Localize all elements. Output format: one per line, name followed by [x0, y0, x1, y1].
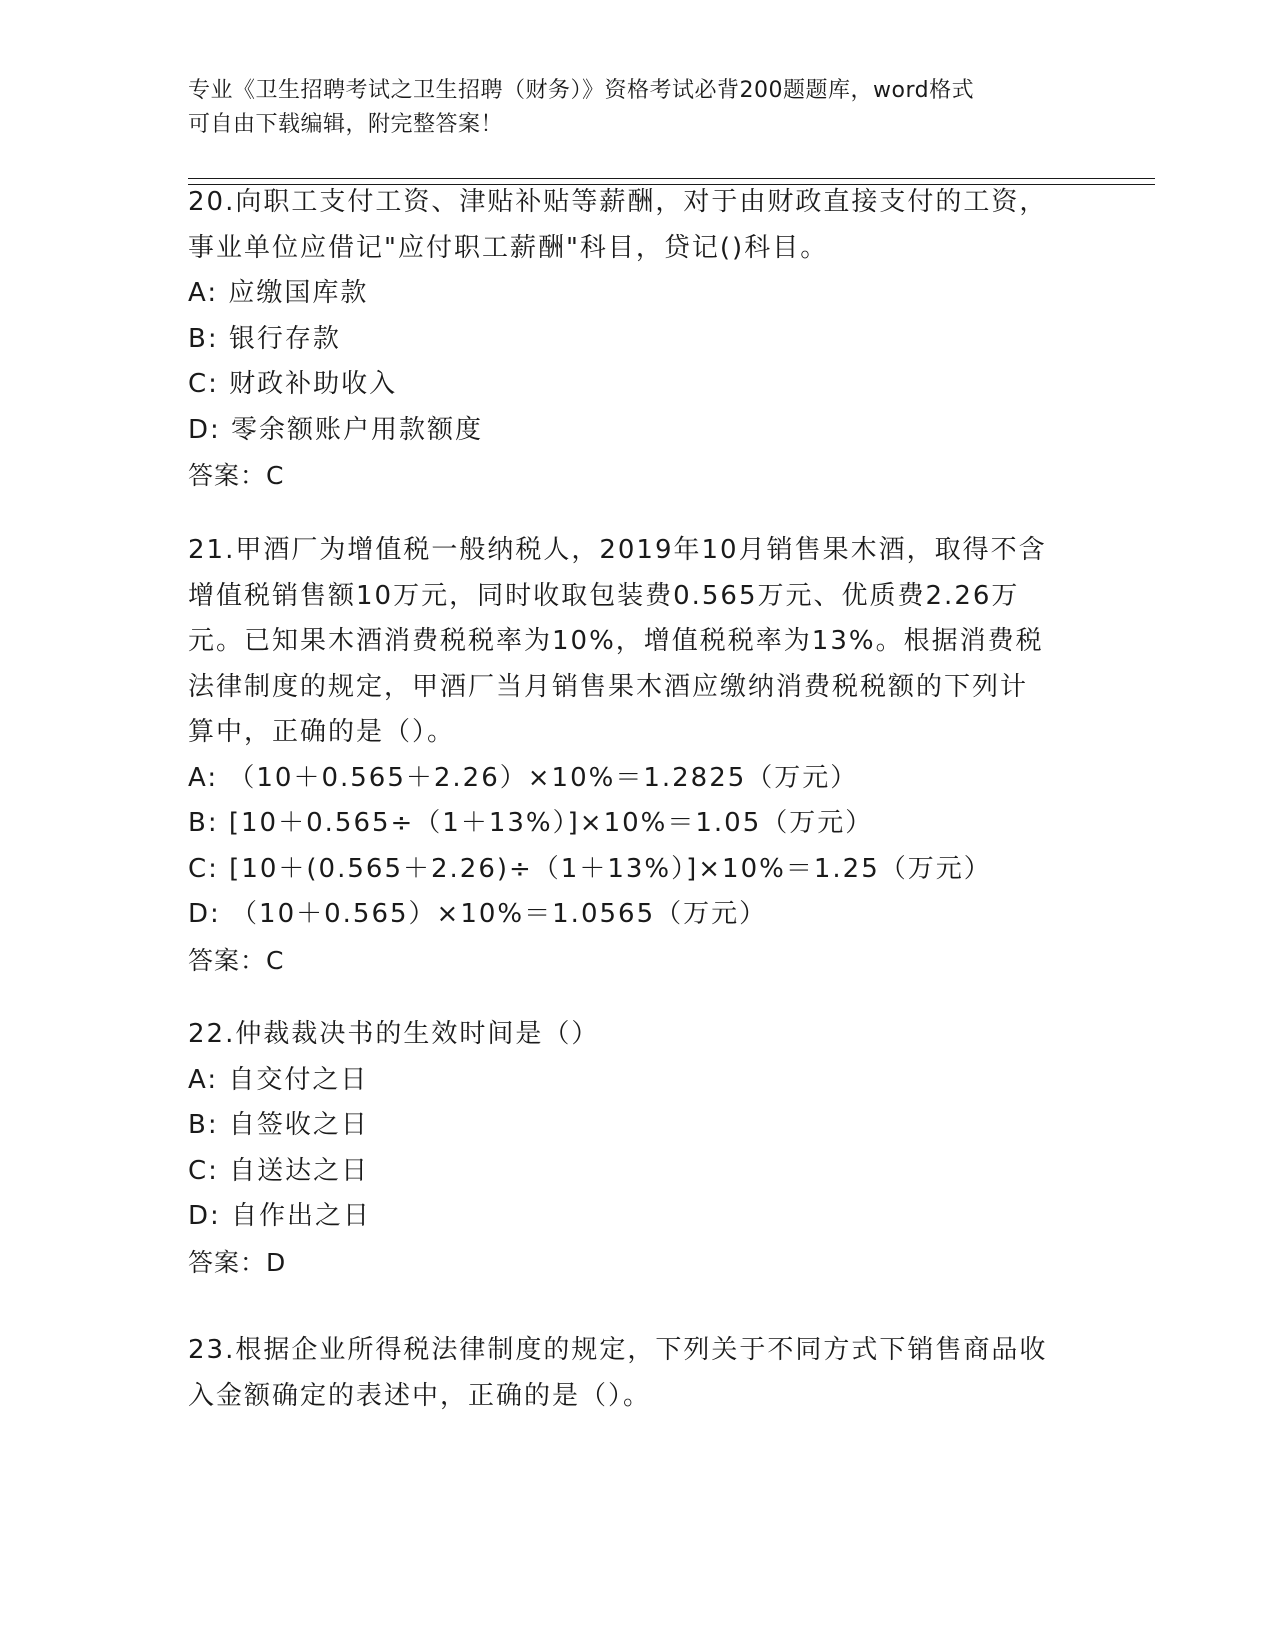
question-stem-line: 20.向职工支付工资、津贴补贴等薪酬，对于由财政直接支付的工资， [188, 187, 1048, 217]
option-a: A: 自交付之日 [188, 1064, 369, 1095]
question-22 [188, 1012, 1088, 1285]
answer: 答案：D [188, 1247, 287, 1277]
option-c: C: [10＋(0.565＋2.26)÷（1＋13%）]×10%＝1.25（万元） [188, 853, 992, 884]
question-21 [188, 528, 1088, 983]
option-c: C: 自送达之日 [188, 1155, 370, 1186]
option-a: A: 应缴国库款 [188, 278, 369, 308]
question-20 [188, 180, 1088, 499]
question-stem-line: 法律制度的规定，甲酒厂当月销售果木酒应缴纳消费税税额的下列计 [188, 671, 1029, 702]
header-line-1: 专业《卫生招聘考试之卫生招聘（财务）》资格考试必背200题题库，word格式 [188, 78, 975, 103]
option-d: D: （10＋0.565）×10%＝1.0565（万元） [188, 899, 768, 929]
answer: 答案：C [188, 945, 285, 975]
header-divider-top [188, 178, 1155, 179]
question-stem-line: 事业单位应借记"应付职工薪酬"科目，贷记()科目。 [188, 232, 829, 263]
option-b: B: 银行存款 [188, 323, 341, 354]
answer: 答案：C [188, 461, 285, 490]
question-stem-line: 22.仲裁裁决书的生效时间是（） [188, 1019, 600, 1049]
question-23 [188, 1328, 1088, 1419]
question-stem-line: 算中，正确的是（）。 [188, 717, 456, 747]
question-stem-line: 增值税销售额10万元，同时收取包装费0.565万元、优质费2.26万 [188, 580, 1020, 611]
option-b: B: 自签收之日 [188, 1110, 369, 1140]
option-c: C: 财政补助收入 [188, 369, 398, 399]
option-a: A: （10＋0.565＋2.26）×10%＝1.2825（万元） [188, 762, 859, 793]
option-b: B: [10＋0.565÷（1＋13%）]×10%＝1.05（万元） [188, 808, 874, 838]
option-d: D: 零余额账户用款额度 [188, 414, 484, 445]
question-stem-line: 入金额确定的表述中，正确的是（）。 [188, 1380, 652, 1411]
question-stem-line: 21.甲酒厂为增值税一般纳税人，2019年10月销售果木酒，取得不含 [188, 535, 1047, 565]
question-stem-line: 元。已知果木酒消费税税率为10%，增值税税率为13%。根据消费税 [188, 626, 1044, 656]
question-stem-line: 23.根据企业所得税法律制度的规定，下列关于不同方式下销售商品收 [188, 1335, 1048, 1365]
header-line-2: 可自由下载编辑，附完整答案！ [188, 112, 504, 137]
document-header [188, 74, 1068, 142]
option-d: D: 自作出之日 [188, 1201, 372, 1231]
